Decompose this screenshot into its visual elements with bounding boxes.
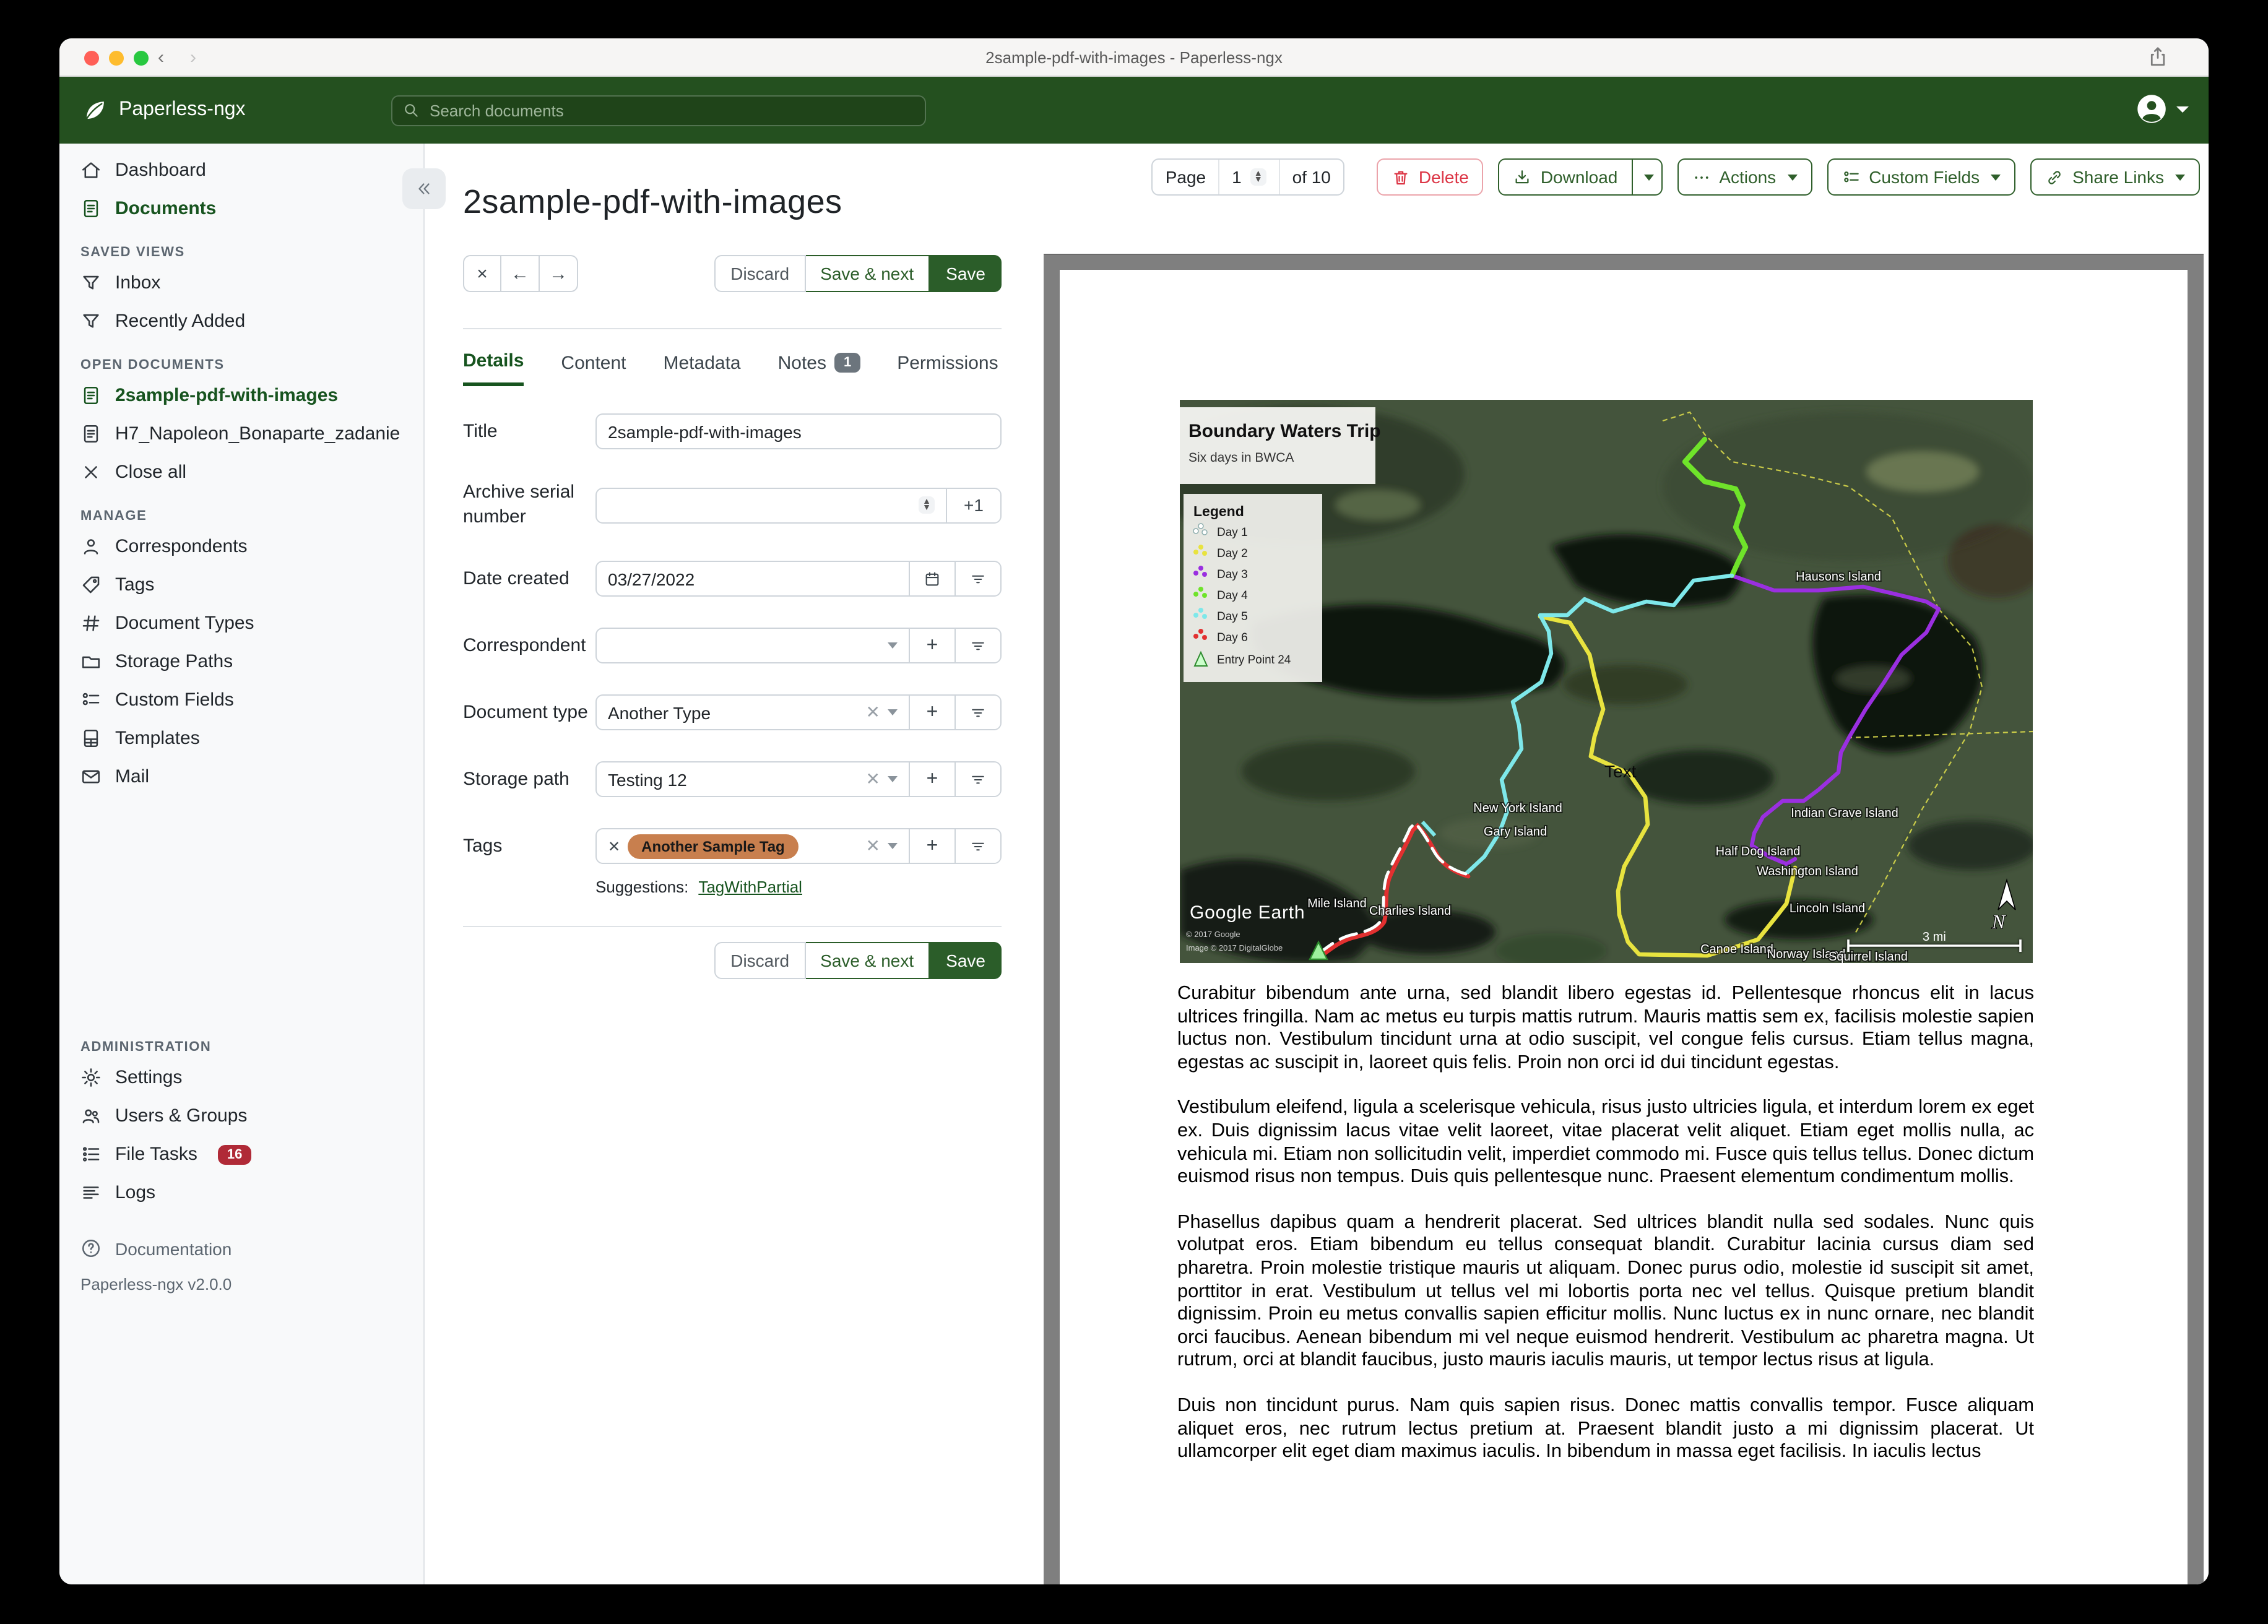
chevron-down-icon	[2176, 106, 2189, 112]
map-label: Norway Island	[1767, 948, 1846, 961]
map-label: Charlies Island	[1369, 904, 1452, 918]
sidebar-collapse-button[interactable]	[402, 168, 446, 209]
tab-metadata[interactable]: Metadata	[663, 352, 741, 373]
macos-titlebar	[59, 38, 2209, 77]
app-version: Paperless-ngx v2.0.0	[80, 1275, 232, 1294]
sidebar-item-open-doc-2[interactable]: H7_Napoleon_Bonaparte_zadanie	[59, 415, 423, 453]
filter-lines-icon	[969, 837, 987, 855]
previous-document-button[interactable]: ←	[501, 255, 540, 292]
sidebar-item-custom-fields[interactable]: Custom Fields	[59, 681, 423, 719]
chevron-down-icon	[1643, 174, 1653, 180]
calendar-button[interactable]	[909, 562, 954, 595]
correspondent-filter-button[interactable]	[954, 629, 1000, 662]
svg-text:Day 4: Day 4	[1217, 589, 1248, 602]
actions-button[interactable]: Actions	[1677, 158, 1812, 196]
main-content	[425, 144, 2209, 1584]
zoom-window-button[interactable]	[134, 50, 149, 65]
pdf-text-content	[1177, 983, 2034, 1486]
chevron-down-icon	[1787, 174, 1797, 180]
sidebar-item-documents[interactable]: Documents	[59, 189, 423, 228]
page-number-stepper[interactable]	[1218, 160, 1279, 194]
map-label: Mile Island	[1307, 897, 1367, 910]
link-icon	[2045, 168, 2064, 186]
svg-text:Day 3: Day 3	[1217, 568, 1248, 581]
paragraph: Curabitur bibendum ante urna, sed blandit libero egestas id. Pellentesque rhoncus elit in lacus ultrices fringilla. Nam ac metus eu turpis mattis rutrum. Mauris mattis sem ex, facilisis molestie sapien luctus non. Vestibulum tincidunt urna at odio suscipit, vel congue felis cursus. Etiam tellus magna, egestas ac suscipit in, laoreet quis felis. Proin non orci id dui tincidunt egestas.	[1177, 983, 2034, 1073]
map-title: Boundary Waters Trip	[1188, 421, 1381, 441]
details-form	[463, 413, 1002, 896]
chevron-down-icon	[888, 642, 898, 649]
close-window-button[interactable]	[84, 50, 99, 65]
sidebar-item-documentation[interactable]: Documentation	[59, 1229, 423, 1268]
paragraph: Duis non tincidunt purus. Nam quis sapien risus. Donec mattis convallis tempor. Fusce aliquam aliquet eros, nec rutrum lectus pretium at. Praesent blandit justo a mi dignissim placerat. Ut ullamcorper elit eget diam maximus iaculis. In bibendum in massa eget facilisis. In iaculis lectus	[1177, 1394, 2034, 1462]
sidebar-item-close-all[interactable]: Close all	[59, 453, 423, 491]
clear-icon[interactable]: ✕	[865, 702, 880, 722]
map-label: Gary Island	[1483, 825, 1547, 839]
clear-icon[interactable]: ✕	[865, 836, 880, 855]
notes-count-badge: 1	[835, 353, 860, 373]
custom-fields-icon	[1842, 168, 1860, 186]
pdf-page	[1060, 270, 2188, 1584]
document-edit-pane	[463, 144, 1002, 979]
svg-text:Day 1: Day 1	[1217, 526, 1248, 539]
field-storage-path: Storage path Testing 12 ✕ +	[463, 761, 1002, 797]
asn-input[interactable]	[597, 488, 946, 522]
google-earth-logo: Google Earth	[1190, 902, 1305, 923]
storage-path-select[interactable]: Testing 12 ✕	[597, 762, 909, 796]
legend-heading: Legend	[1193, 503, 1244, 519]
sidebar-item-storage-paths[interactable]: Storage Paths	[59, 642, 423, 681]
search-input[interactable]	[391, 95, 926, 126]
sidebar-item-open-doc-current[interactable]: 2sample-pdf-with-images	[59, 376, 423, 415]
chevron-down-icon	[888, 776, 898, 782]
sidebar	[59, 144, 425, 1584]
filter-lines-icon	[969, 570, 987, 587]
document-toolbar	[1152, 158, 2200, 196]
sidebar-heading-manage: MANAGE	[80, 509, 147, 524]
add-correspondent-button[interactable]: +	[909, 629, 954, 662]
svg-text:Day 2: Day 2	[1217, 547, 1248, 560]
close-document-button[interactable]: ×	[463, 255, 501, 292]
sidebar-item-templates[interactable]: Templates	[59, 719, 423, 758]
sidebar-item-correspondents[interactable]: Correspondents	[59, 527, 423, 566]
document-type-select[interactable]: Another Type ✕	[597, 696, 909, 729]
chevron-down-icon	[2175, 174, 2185, 180]
map-legend	[1184, 494, 1322, 682]
user-avatar-icon	[2136, 93, 2168, 125]
app-window	[59, 38, 2209, 1584]
search-icon	[402, 102, 420, 119]
stepper-icon[interactable]: ▲ ▼	[1250, 168, 1266, 186]
sidebar-item-tags[interactable]: Tags	[59, 566, 423, 604]
next-document-button[interactable]: →	[540, 255, 578, 292]
sidebar-item-mail[interactable]: Mail	[59, 758, 423, 796]
user-menu[interactable]	[2136, 93, 2189, 125]
sidebar-heading-administration: ADMINISTRATION	[80, 1040, 212, 1055]
sidebar-item-settings[interactable]: Settings	[59, 1058, 423, 1097]
field-date-created: Date created 03/27/2022	[463, 561, 1002, 597]
map-label: Squirrel Island	[1829, 950, 1908, 963]
download-button[interactable]: Download	[1499, 158, 1633, 196]
app-header	[59, 77, 2209, 144]
minimize-window-button[interactable]	[109, 50, 124, 65]
svg-text:Day 6: Day 6	[1217, 631, 1248, 644]
tag-suggestions: Suggestions: TagWithPartial	[595, 878, 802, 896]
date-filter-button[interactable]	[954, 562, 1000, 595]
map-image	[1180, 400, 2033, 963]
filter-lines-icon	[969, 637, 987, 654]
save-group-top	[714, 255, 1002, 292]
detail-tabs	[463, 350, 1002, 386]
tag-chip[interactable]: Another Sample Tag	[628, 834, 799, 858]
download-options-button[interactable]	[1632, 158, 1662, 196]
stepper-icon[interactable]: ▲ ▼	[919, 496, 935, 514]
save-group-bottom	[714, 942, 1002, 979]
correspondent-select[interactable]	[597, 629, 909, 662]
map-subtitle: Six days in BWCA	[1188, 451, 1294, 465]
divider	[463, 926, 1002, 927]
svg-text:Day 5: Day 5	[1217, 610, 1248, 623]
tab-content[interactable]: Content	[561, 352, 626, 373]
page-navigation	[1152, 158, 1344, 196]
field-correspondent: Correspondent +	[463, 628, 1002, 663]
trash-icon	[1392, 168, 1410, 186]
chevron-down-icon	[888, 843, 898, 849]
share-icon[interactable]	[2147, 46, 2169, 68]
remove-tag-icon[interactable]: ✕	[608, 837, 621, 855]
map-copyright-1: © 2017 Google	[1186, 930, 1240, 939]
map-label: Hausons Island	[1796, 570, 1881, 584]
download-split-button	[1499, 158, 1663, 196]
custom-fields-button[interactable]: Custom Fields	[1827, 158, 2015, 196]
title-input[interactable]: 2sample-pdf-with-images	[608, 421, 802, 441]
browser-forward-button[interactable]: ›	[190, 47, 196, 68]
save-next-button[interactable]: Save & next	[805, 255, 930, 292]
map-label: Canoe Island	[1700, 943, 1773, 956]
ellipsis-icon	[1692, 168, 1710, 186]
sidebar-item-users-groups[interactable]: Users & Groups	[59, 1097, 423, 1135]
doc-nav-group	[463, 255, 578, 292]
pdf-preview-pane[interactable]	[1044, 254, 2204, 1584]
add-tag-button[interactable]: +	[909, 829, 954, 863]
map-label: Lincoln Island	[1789, 902, 1866, 915]
clear-icon[interactable]: ✕	[865, 769, 880, 788]
tags-select[interactable]	[597, 829, 909, 863]
add-storage-path-button[interactable]: +	[909, 762, 954, 796]
suggestion-link-tagwithpartial[interactable]: TagWithPartial	[698, 878, 802, 896]
map-label: Washington Island	[1757, 865, 1858, 878]
save-button[interactable]: Save	[930, 255, 1002, 292]
sidebar-item-recently-added[interactable]: Recently Added	[59, 302, 423, 340]
save-next-button-bottom[interactable]: Save & next	[805, 942, 930, 979]
svg-text:N: N	[1992, 910, 2006, 933]
calendar-icon	[924, 570, 941, 587]
asn-plus-one-button[interactable]: +1	[946, 488, 1000, 522]
divider	[463, 328, 1002, 329]
edit-controls-bottom	[463, 942, 1002, 979]
document-type-filter-button[interactable]	[954, 696, 1000, 729]
map-copyright-2: Image © 2017 DigitalGlobe	[1186, 943, 1283, 952]
svg-text:3 mi: 3 mi	[1923, 930, 1946, 944]
filter-lines-icon	[969, 704, 987, 721]
filter-lines-icon	[969, 771, 987, 788]
browser-back-button[interactable]: ‹	[158, 47, 164, 68]
field-tags: Tags ✕ Another Sample Tag ✕ +	[463, 828, 1002, 864]
tags-filter-button[interactable]	[954, 829, 1000, 863]
page-number-value: 1	[1232, 167, 1242, 187]
page-count-label: of 10	[1292, 167, 1331, 187]
sidebar-item-inbox[interactable]: Inbox	[59, 264, 423, 302]
map-label: Indian Grave Island	[1791, 806, 1898, 820]
date-created-input[interactable]: 03/27/2022	[608, 569, 695, 589]
brand-name: Paperless-ngx	[119, 99, 246, 120]
add-document-type-button[interactable]: +	[909, 696, 954, 729]
sidebar-spacer	[59, 796, 423, 1022]
map-title-box	[1180, 407, 1381, 484]
sidebar-heading-saved-views: SAVED VIEWS	[80, 245, 185, 260]
share-links-button[interactable]: Share Links	[2030, 158, 2200, 196]
sidebar-item-file-tasks[interactable]: File Tasks 16	[59, 1135, 423, 1173]
storage-path-filter-button[interactable]	[954, 762, 1000, 796]
discard-button-bottom[interactable]: Discard	[714, 942, 805, 979]
map-text-annotation: Text	[1604, 762, 1637, 781]
sidebar-item-dashboard[interactable]: Dashboard	[59, 151, 423, 189]
download-icon	[1513, 168, 1532, 186]
window-title: 2sample-pdf-with-images - Paperless-ngx	[985, 48, 1283, 66]
tab-permissions[interactable]: Permissions	[897, 352, 998, 373]
file-tasks-badge: 16	[219, 1144, 251, 1164]
field-archive-serial-number: Archive serial number ▲ ▼ +1	[463, 480, 1002, 530]
sidebar-item-logs[interactable]: Logs	[59, 1173, 423, 1212]
save-button-bottom[interactable]: Save	[930, 942, 1002, 979]
brand[interactable]	[59, 97, 246, 123]
field-title: Title 2sample-pdf-with-images	[463, 413, 1002, 449]
map-label: New York Island	[1473, 801, 1562, 815]
svg-text:Entry Point 24: Entry Point 24	[1217, 654, 1291, 667]
global-search	[391, 95, 926, 126]
paragraph: Phasellus dapibus quam a hendrerit placerat. Sed ultrices blandit nulla sed sodales. Nunc quis volutpat eros. Etiam bibendum eu tellus consequat blandit. Curabitur lacinia cursus diam sed pharetra. Proin molestie tristique mauris ut aliquam. Donec purus odio, molestie id suscipit sit amet, porttitor in erat. Vestibulum ut tellus vel mi lobortis porta nec vel tellus. Quisque pretium blandit dignissim. Proin eu metus convallis sapien efficitur mollis. Nunc luctus ex in nunc ornare, nec blandit orci faucibus. Aenean bibendum mi vel neque euismod hendrerit. Vestibulum ac pharetra magna. Ut rutrum, orci at blandit faucibus, justo mauris iaculis mauris, ut tempor lectus risus at ligula.	[1177, 1211, 2034, 1371]
tab-notes[interactable]: Notes 1	[778, 350, 860, 386]
edit-controls-top	[463, 255, 1002, 292]
tab-details[interactable]: Details	[463, 350, 524, 386]
map-label: Half Dog Island	[1715, 845, 1801, 858]
sidebar-heading-open-documents: OPEN DOCUMENTS	[80, 358, 225, 373]
page-title: 2sample-pdf-with-images	[463, 183, 842, 220]
leaf-logo-icon	[82, 97, 108, 123]
chevron-down-icon	[1991, 174, 2001, 180]
page-label: Page	[1165, 167, 1206, 187]
sidebar-item-document-types[interactable]: Document Types	[59, 604, 423, 642]
delete-button[interactable]: Delete	[1377, 158, 1484, 196]
field-document-type: Document type Another Type ✕ +	[463, 694, 1002, 730]
chevron-down-icon	[888, 709, 898, 715]
discard-button[interactable]: Discard	[714, 255, 805, 292]
paragraph: Vestibulum eleifend, ligula a scelerisque vehicula, risus justo ultricies ligula, et interdum lorem ex eget ex. Duis dignissim lacus vitae velit laoreet, vitae placerat velit aliquet. Etiam eget mollis nulla, ac vehicula mi. Etiam non sollicitudin velit, imperdiet commodo mi. Fusce quis tellus tellus. Donec dictum euismod risus non tempus. Duis quis pellentesque nunc. Praesent elementum condimentum mollis.	[1177, 1097, 2035, 1188]
